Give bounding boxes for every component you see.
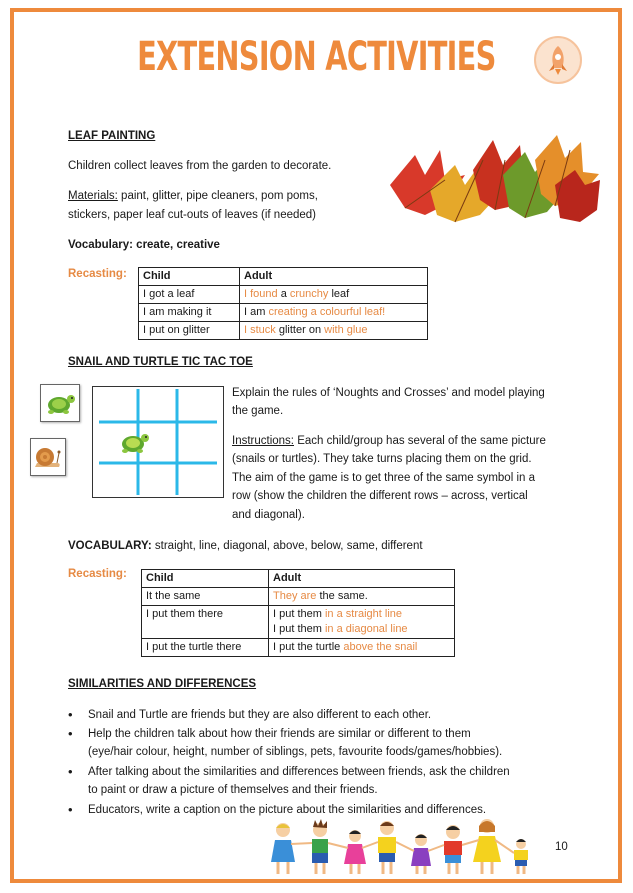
adult-highlight: found [250,288,278,300]
rocket-logo-icon [534,36,582,84]
adult-text: a [277,288,290,300]
child-cell: It the same [142,588,269,606]
adult-highlight: stuck [250,324,276,336]
vocabulary-words: straight, line, diagonal, above, below, same, different [151,540,423,552]
leaf-recasting-table [138,267,428,340]
child-cell: I put them there [142,606,269,639]
table-row [142,639,455,657]
list-item [88,725,578,761]
instructions-label: Instructions: [232,435,294,447]
adult-text: I put them [273,623,325,635]
leaf-intro: Children collect leaves from the garden to decorate. [68,160,332,172]
adult-highlight: in a straight line [324,608,403,620]
instructions-line3: The aim of the game is to get three of the same symbol in a [232,472,535,484]
col-child-header: Child [142,570,269,588]
table-row [139,322,428,340]
tictactoe-heading: SNAIL AND TURTLE TIC TAC TOE [68,356,253,368]
list-item-line: to paint or draw a picture of themselves and their friends. [88,784,378,796]
adult-cell [269,606,455,639]
child-cell: I put on glitter [139,322,240,340]
adult-text: I put them [273,608,325,620]
tictactoe-grid-lines [93,387,223,497]
list-item-line: • After talking about the similarities and differences between friends, ask the children [88,766,510,778]
adult-text: I [244,324,251,336]
adult-cell [269,588,455,606]
adult-text: glitter on [275,324,325,336]
snail-icon [31,439,65,475]
adult-highlight: with glue [324,324,368,336]
autumn-leaves-icon [385,130,607,230]
instructions-line1 [232,432,546,450]
adult-text: leaf [328,288,350,300]
similarities-heading: SIMILARITIES AND DIFFERENCES [68,678,257,690]
adult-cell [240,322,428,340]
table-row [142,588,455,606]
snail-card [30,438,66,476]
tictactoe-grid [92,386,224,498]
adult-highlight: creating a colourful leaf! [268,306,386,318]
tictactoe-vocabulary [68,537,423,555]
child-cell: I put the turtle there [142,639,269,657]
adult-highlight: above the snail [343,641,418,653]
vocabulary-label: VOCABULARY: [68,540,152,552]
adult-highlight: They are [273,590,317,602]
adult-highlight: in a diagonal line [324,623,408,635]
leaf-materials-line1 [68,187,318,205]
leaf-recasting-label: Recasting: [68,268,127,280]
instructions-line2: (snails or turtles). They take turns placing them on the grid. [232,453,532,465]
table-row [139,304,428,322]
instructions-line4: row (show the children the different rows – across, vertical [232,490,528,502]
tictactoe-recasting-label: Recasting: [68,568,127,580]
col-child-header: Child [139,268,240,286]
instructions-line5: and diagonal). [232,509,305,521]
child-cell: I got a leaf [139,286,240,304]
leaf-vocabulary: Vocabulary: create, creative [68,239,220,251]
turtle-card [40,384,80,422]
explain-line1: Explain the rules of ‘Noughts and Crosses’ and model playing [232,387,545,399]
tictactoe-recasting-table [141,569,455,657]
children-holding-hands-icon [265,818,540,878]
adult-text: I put the turtle [273,641,344,653]
page-number: 10 [555,841,568,853]
materials-text: paint, glitter, pipe cleaners, pom poms, [117,190,318,202]
adult-text: the same. [316,590,368,602]
leaf-painting-heading: LEAF PAINTING [68,130,156,142]
materials-label: Materials: [68,190,118,202]
instructions-text: Each child/group has several of the same picture [294,435,546,447]
list-item: • Educators, write a caption on the picture about the similarities and differences. [88,801,578,819]
leaf-materials-line2: stickers, paper leaf cut-outs of leaves (if needed) [68,209,317,221]
list-item-line: • Help the children talk about how their friends are similar or different to them [88,728,471,740]
child-cell: I am making it [139,304,240,322]
col-adult-header: Adult [269,570,455,588]
table-row [142,606,455,639]
list-item [88,763,578,799]
col-adult-header: Adult [240,268,428,286]
table-row [139,286,428,304]
page-title: EXTENSION ACTIVITIES [137,34,496,80]
table-header-row [139,268,428,286]
list-item-line: (eye/hair colour, height, number of siblings, pets, favourite foods/games/hobbies). [88,746,503,758]
turtle-piece-icon [117,427,151,457]
adult-cell [240,286,428,304]
adult-cell [269,639,455,657]
adult-text: I am [244,306,269,318]
adult-text: I [244,288,251,300]
list-item: • Snail and Turtle are friends but they are also different to each other. [88,706,578,724]
turtle-icon [41,385,79,421]
table-header-row [142,570,455,588]
adult-cell [240,304,428,322]
explain-line2: the game. [232,405,284,417]
adult-highlight: crunchy [289,288,329,300]
